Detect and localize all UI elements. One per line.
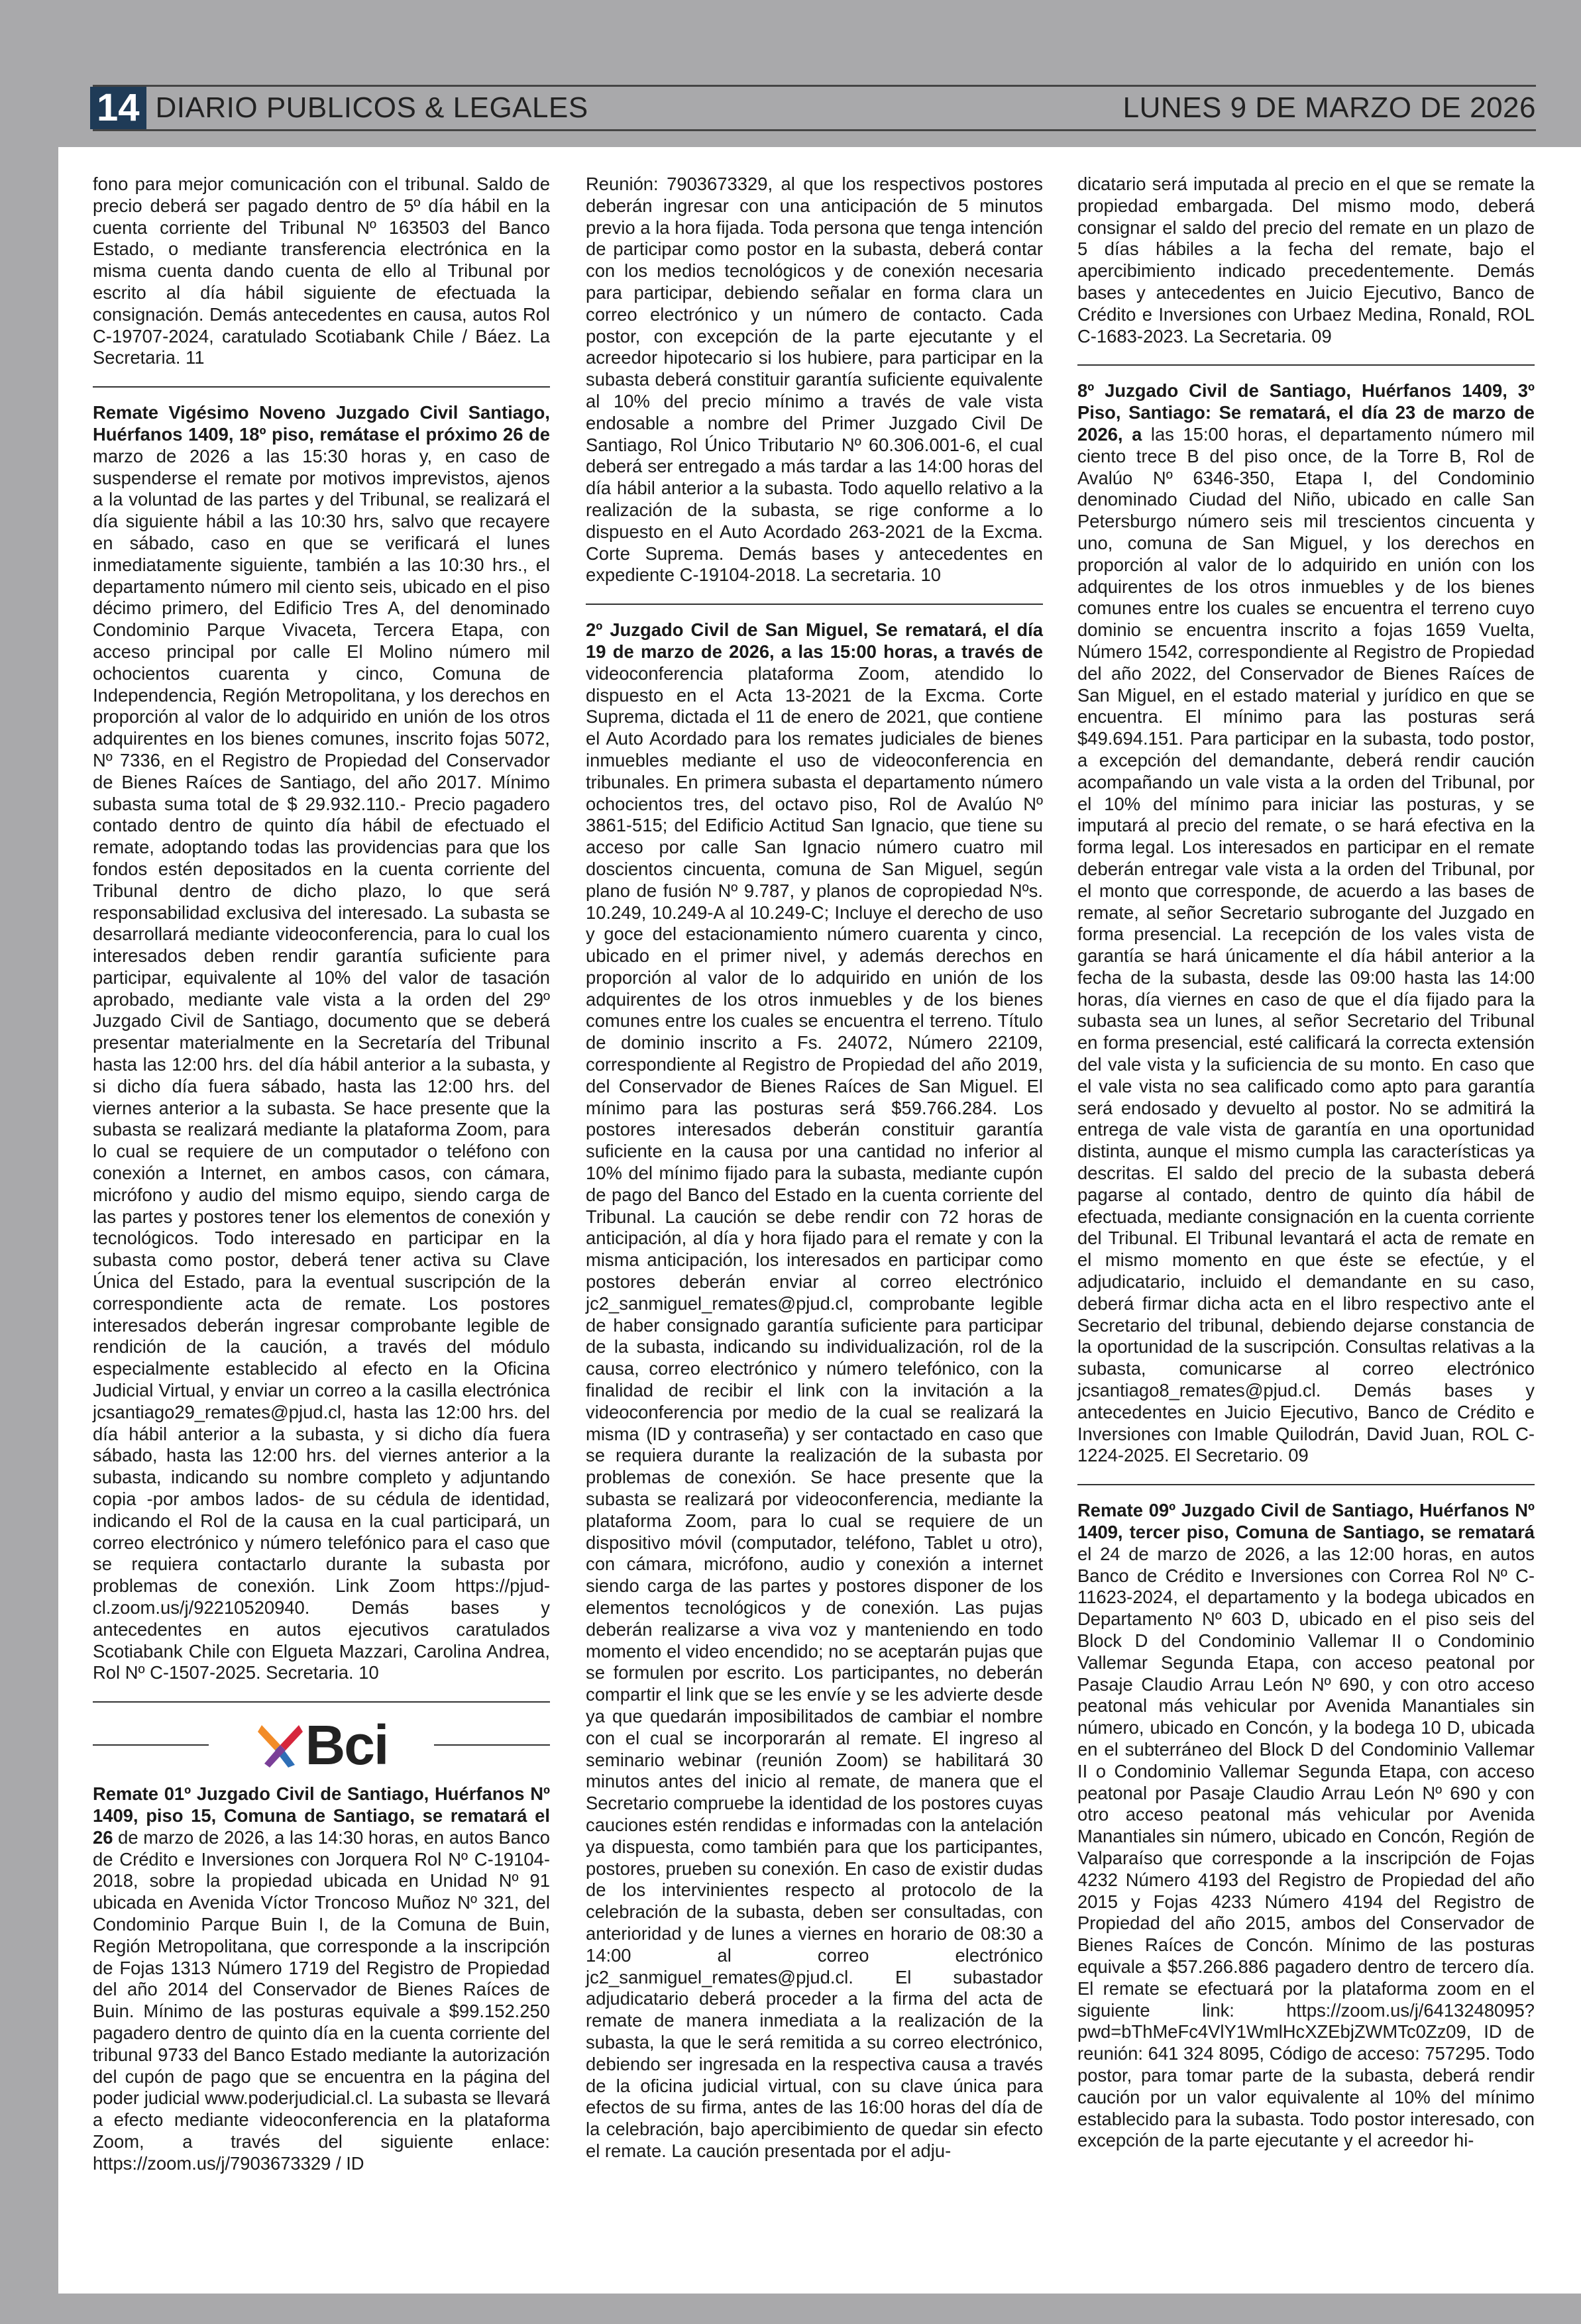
publication-name: DIARIO PUBLICOS & LEGALES: [155, 91, 588, 124]
divider: [586, 604, 1043, 605]
page-header: [93, 85, 1536, 131]
notice-heading: Remate 09º Juzgado Civil de Santiago, Huérfanos Nº 1409, tercer piso, Comuna de Santiago, se rematará: [1077, 1500, 1535, 1543]
divider: [1077, 1484, 1535, 1485]
notice-remate-01-juzgado: [93, 1783, 550, 2174]
page-number: 14: [90, 87, 146, 129]
issue-date: LUNES 9 DE MARZO DE 2026: [1122, 91, 1536, 124]
notice-continued: fono para mejor comunicación con el tribunal. Saldo de precio deberá ser pagado dentro de 5º día hábil en la cuenta corriente del Tribunal Nº 163503 del Banco Estado, o mediante transferencia electrónica en la misma cuenta dando cuenta de ello al Tribunal por escrito al día hábil siguiente de efectuada la consignación. Demás antecedentes en causa, autos Rol C-19707-2024, caratulado Scotiabank Chile / Báez. La Secretaria. 11: [93, 174, 550, 368]
notice-body: marzo de 2026 a las 15:30 horas y, en caso de suspenderse el remate por motivos imprevistos, ajenos a la voluntad de las partes y del Tribunal, se realizará el día siguiente hábil a las 10:30 hrs, salvo que recayere en sábado, caso en que se verificará el lunes inmediatamente siguiente, también a las 10:30 hrs., el departamento número mil ciento seis, ubicado en el piso décimo primero, del Edificio Tres A, del denominado Condominio Parque Vivaceta, Tercera Etapa, con acceso principal por calle El Molino número mil ochocientos cuarenta y cinco, Comuna de Independencia, Región Metropolitana, y los derechos en proporción al valor de lo adquirido en unión de los otros adquirentes en los bienes comunes, inscrito fojas 5072, Nº 7336, en el Registro de Propiedad del Conservador de Bienes Raíces de Santiago, del año 2017. Mínimo subasta suma total de $ 29.932.110.- Precio pagadero contado dentro de quinto día hábil de efectuado el remate, adoptando todas las providencias para que los fondos estén depositados en la cuenta corriente del Tribunal dentro de dicho plazo, lo que será responsabilidad exclusiva del interesado. La subasta se desarrollará mediante videoconferencia, para lo cual los interesados deben rendir garantía suficiente para participar, equivalente al 10% del valor de tasación aprobado, mediante vale vista a la orden del 29º Juzgado Civil de Santiago, documento que se deberá presentar materialmente en la Secretaría del Tribunal hasta las 12:00 hrs. del día hábil anterior a la subasta, y si dicho día fuera sábado, hasta las 12:00 hrs. del viernes anterior a la subasta. Se hace presente que la subasta se realizará mediante la plataforma Zoom, para lo cual se requiere de un computador o teléfono con conexión a Internet, en ambos casos, con cámara, micrófono y audio del mismo equipo, siendo carga de las partes y postores tener los elementos de conexión y tecnológicos. Todo interesado en participar en la subasta como postor, deberá tener activa su Clave Única del Estado, para la eventual suscripción de la correspondiente acta de remate. Los postores interesados deberán ingresar comprobante legible de rendición de la caución, a través del módulo especialmente establecido al efecto en la Oficina Judicial Virtual, y enviar un correo a la casilla electrónica jcsantiago29_remates@pjud.cl, hasta las 12:00 hrs. del día hábil anterior a la subasta, y si dicho día fuera sábado, hasta las 12:00 hrs. del viernes anterior a la subasta, indicando su nombre completo y adjuntando copia -por ambos lados- de su cédula de identidad, indicando el Rol de la causa en la cual participará, un correo electrónico y número telefónico para el caso que se requiera contactarlo durante la subasta por problemas de conexión. Link Zoom https://pjud-cl.zoom.us/j/92210520940. Demás bases y antecedentes en autos ejecutivos caratulados Scotiabank Chile con Elgueta Mazzari, Carolina Andrea, Rol Nº C-1507-2025. Secretaria. 10: [93, 445, 550, 1683]
bci-mark-icon: [255, 1720, 305, 1770]
logo-rule-right: [434, 1744, 550, 1746]
notice-continued: dicatario será imputada al precio en el que se remate la propiedad embargada. Del mismo modo, deberá consignar el saldo del precio del remate en un plazo de 5 días hábiles a la fecha del remate, bajo el apercibimiento indicado precedentemente. Demás bases y antecedentes en Juicio Ejecutivo, Banco de Crédito e Inversiones con Urbaez Medina, Ronald, ROL C-1683-2023. La Secretaria. 09: [1077, 174, 1535, 346]
notice-body: el 24 de marzo de 2026, a las 12:00 horas, en autos Banco de Crédito e Inversiones con Correa Rol Nº C-11623-2024, el departamento y la bodega ubicados en Departamento Nº 603 D, ubicado en el piso seis del Block D del Condominio Vallemar II o Condominio Vallemar Segunda Etapa, con acceso peatonal por Pasaje Claudio Arrau León Nº 690, y con otro acceso peatonal más vehicular por Avenida Manantiales sin número, ubicado en Concón, y la bodega 10 D, ubicada en el subterráneo del Block D del Condominio Vallemar II o Condominio Vallemar Segunda Etapa, con acceso peatonal por Pasaje Claudio Arrau León Nº 690 y con otro acceso peatonal más vehicular por Avenida Manantiales sin número, ubicado en Concón, Región de Valparaíso que corresponde a la inscripción de Fojas 4232 Número 4193 del Registro de Propiedad del año 2015 y Fojas 4233 Número 4194 del Registro de Propiedad del año 2015, ambos del Conservador de Bienes Raíces de Concón. Mínimo de las posturas equivale a $57.266.886 pagadero dentro de tercero día. El remate se efectuará por la plataforma zoom en el siguiente link: https://zoom.us/j/6413248095?pwd=bThMeFc4VlY1WmlHcXZEbjZWMTc0Zz09, ID de reunión: 641 324 8095, Código de acceso: 757295. Todo postor, para tomar parte de la subasta, deberá rendir caución por un valor equivalente al 10% del mínimo establecido para la subasta. Todo postor interesado, con excepción de la parte ejecutante y el acreedor hi-: [1077, 1543, 1535, 2151]
divider: [1077, 364, 1535, 366]
notice-heading: Remate Vigésimo Noveno Juzgado Civil Santiago, Huérfanos 1409, 18º piso, remátase el próximo 26 de: [93, 402, 550, 445]
bci-logo: [255, 1714, 388, 1777]
bci-logo-block: [93, 1714, 550, 1777]
newspaper-page: [58, 147, 1581, 2294]
notice-heading: 2º Juzgado Civil de San Miguel, Se rematará, el día 19 de marzo de 2026, a las 15:00 horas, a través de: [586, 619, 1043, 662]
divider: [93, 386, 550, 388]
notice-body: de marzo de 2026, a las 14:30 horas, en autos Banco de Crédito e Inversiones con Jorquera Rol Nº C-19104-2018, sobre la propiedad ubicada en Unidad Nº 91 ubicada en Avenida Víctor Troncoso Muñoz Nº 321, del Condominio Parque Buin I, de la Comuna de Buin, Región Metropolitana, que corresponde a la inscripción de Fojas 1313 Número 1719 del Registro de Propiedad del año 2014 del Conservador de Bienes Raíces de Buin. Mínimo de las posturas equivale a $99.152.250 pagadero dentro de quinto día en la cuenta corriente del tribunal 9733 del Banco Estado mediante la autorización del cupón de pago que se encuentra en la página del poder judicial www.poderjudicial.cl. La subasta se llevará a efecto mediante videoconferencia en la plataforma Zoom, a través del siguiente enlace: https://zoom.us/j/7903673329 / ID: [93, 1826, 550, 2174]
notice-body: las 15:00 horas, el departamento número mil ciento trece B del piso once, de la Torre B, Rol de Avalúo Nº 6346-350, Etapa I, del Condominio denominado Ciudad del Niño, ubicado en calle San Petersburgo número seis mil trescientos cincuenta y uno, comuna de San Miguel, y los derechos en proporción al valor de lo adquirido en unión con los adquirentes de los otros inmuebles y de los bienes comunes entre los cuales se encuentra el terreno cuyo dominio se encuentra inscrito a fojas 1659 Vuelta, Número 1542, correspondiente al Registro de Propiedad del año 2022, del Conservador de Bienes Raíces de San Miguel, en el estado material y jurídico en que se encuentra. El mínimo para las posturas será $49.694.151. Para participar en la subasta, todo postor, a excepción del demandante, deberá rendir caución acompañando un vale vista a la orden del Tribunal, por el 10% del mínimo para iniciar las posturas, y se imputará al precio del remate, o se hará efectiva en la forma legal. Los interesados en participar en el remate deberán entregar vale vista a la orden del Tribunal, por el monto que corresponde, de acuerdo a las bases de remate, al señor Secretario subrogante del Juzgado en forma presencial. La recepción de los vales vista de garantía se hará únicamente el día hábil anterior a la fecha de la subasta, desde las 09:00 hasta las 14:00 horas, día viernes en caso de que el día fijado para la subasta sea un lunes, al señor Secretario del Tribunal en forma presencial, esté calificará la correcta extensión del vale vista y la suficiencia de su monto. En caso que el vale vista no sea calificado como apto para garantía será endosado y devuelto al postor. No se admitirá la entrega de vale vista de garantía en una oportunidad distinta, aunque el mismo cumpla las características ya descritas. El saldo del precio de la subasta deberá pagarse al contado, dentro de quinto día hábil de efectuada, mediante consignación en la cuenta corriente del Tribunal. El Tribunal levantará el acta de remate en el mismo momento en que éste se efectúe, y el adjudicatario, incluido el demandante en su caso, deberá firmar dicha acta en el libro respectivo ante el Secretario del tribunal, debiendo dejarse constancia de la oportunidad de la suscripción. Consultas relativas a la subasta, comunicarse al correo electrónico jcsantiago8_remates@pjud.cl. Demás bases y antecedentes en Juicio Ejecutivo, Banco de Crédito e Inversiones con Imable Quilodrán, David Juan, ROL C-1224-2025. El Secretario. 09: [1077, 423, 1535, 1466]
column-2: [586, 174, 1043, 2162]
notice-heading: 8º Juzgado Civil de Santiago, Huérfanos 1409, 3º Piso, Santiago: Se rematará, el día 23 de marzo de 2026, a: [1077, 380, 1535, 445]
notice-8-juzgado-santiago: [1077, 380, 1535, 1467]
notice-body: videoconferencia plataforma Zoom, atendido lo dispuesto en el Acta 13-2021 de la Excma. Corte Suprema, dictada el 11 de enero de 2021, que contiene el Auto Acordado para los remates judiciales de bienes inmuebles mediante el uso de videoconferencia en tribunales. En primera subasta el departamento número ochocientos tres, del octavo piso, Rol de Avalúo Nº 3861-515; del Edificio Actitud San Ignacio, que tiene su acceso por calle San Ignacio número cuatro mil doscientos cincuenta, comuna de San Miguel, según plano de fusión Nº 9.787, y planos de copropiedad Nºs. 10.249, 10.249-A al 10.249-C; Incluye el derecho de uso y goce del estacionamiento número cuarenta y cinco, ubicado en el primer nivel, y además derechos en proporción al valor de lo adquirido en unión de los adquirentes de los otros inmuebles y de los bienes comunes entre los cuales se encuentra el terreno. Título de dominio inscrito a Fs. 24072, Número 22109, correspondiente al Registro de Propiedad del año 2019, del Conservador de Bienes Raíces de San Miguel. El mínimo para las posturas será $59.766.284. Los postores interesados deberán constituir garantía suficiente en la causa por una cantidad no inferior al 10% del mínimo fijado para la subasta, mediante cupón de pago del Banco del Estado en la cuenta corriente del Tribunal. La caución se debe rendir con 72 horas de anticipación, al día y hora fijado para el remate y con la misma anticipación, los interesados en participar como postores deberán enviar al correo electrónico jc2_sanmiguel_remates@pjud.cl, comprobante legible de haber consignado garantía suficiente para participar de la subasta, indicando su individualización, rol de la causa, correo electrónico y número telefónico, con la finalidad de recibir el link con la invitación a la videoconferencia por medio de la cual se realizará la misma (ID y contraseña) y ser contactado en caso que se requiera durante la realización de la subasta por problemas de conexión. Se hace presente que la subasta se realizará por videoconferencia, mediante la plataforma Zoom, para lo cual se requiere de un dispositivo móvil (computador, teléfono, Tablet u otro), con cámara, micrófono, audio y conexión a internet siendo carga de las partes y postores disponer de los elementos tecnológicos y de conexión. Las pujas deberán realizarse a viva voz y manteniendo en todo momento el video encendido; no se aceptarán pujas que se formulen por escrito. Los participantes, no deberán compartir el link que se les envíe y se les advierte desde ya que quedarán imposibilitados de cambiar el nombre con el cual se incorporarán al remate. El ingreso al seminario webinar (reunión Zoom) se habilitará 30 minutos antes del inicio al remate, de manera que el Secretario compruebe la identidad de los postores cuyas cauciones estén rendidas e informadas con la antelación ya dispuesta, como también para que los participantes, postores, prueben su conexión. En caso de existir dudas de los intervinientes respecto al protocolo de la celebración de la subasta, deben ser consultadas, con anterioridad y de lunes a viernes en horario de 08:30 a 14:00 al correo electrónico jc2_sanmiguel_remates@pjud.cl. El subastador adjudicatario deberá proceder a la firma del acta de remate de manera inmediata a la realización de la subasta, la que le será remitida a su correo electrónico, debiendo ser ingresada en la respectiva causa a través de la oficina judicial virtual, con su clave única para efectos de su firma, antes de las 16:00 horas del día de la celebración, bajo apercibimiento de quedar sin efecto el remate. La caución presentada por el adju-: [586, 662, 1043, 2161]
column-1: [93, 174, 550, 2175]
notice-2-juzgado-san-miguel: [586, 619, 1043, 2162]
notice-09-juzgado-santiago: [1077, 1500, 1535, 2152]
notice-heading: Remate 01º Juzgado Civil de Santiago, Huérfanos Nº 1409, piso 15, Comuna de Santiago, se rematará el 26: [93, 1783, 550, 1848]
notice-remate-29-juzgado: [93, 402, 550, 1684]
logo-rule-left: [93, 1744, 209, 1746]
bci-logo-text: Bci: [305, 1714, 388, 1777]
column-3: [1077, 174, 1535, 2152]
divider: [93, 1701, 550, 1703]
notice-continued: Reunión: 7903673329, al que los respectivos postores deberán ingresar con una anticipación de 5 minutos previo a la hora fijada. Toda persona que tenga intención de participar como postor en la subasta, deberá contar con los medios tecnológicos y de conexión necesaria para participar, debiendo señalar en forma clara un correo electrónico y un número de contacto. Cada postor, con excepción de la parte ejecutante y el acreedor hipotecario si los hubiere, para participar en la subasta deberá constituir garantía suficiente equivalente al 10% del precio mínimo a través de vale vista endosable a nombre del Primer Juzgado Civil De Santiago, Rol Único Tributario Nº 60.306.001-6, el cual deberá ser entregado a más tardar a las 14:00 horas del día hábil anterior a la subasta. Todo aquello relativo a la realización de la subasta, se rige conforme a lo dispuesto en el Auto Acordado 263-2021 de la Excma. Corte Suprema. Demás bases y antecedentes en expediente C-19104-2018. La secretaria. 10: [586, 174, 1043, 586]
